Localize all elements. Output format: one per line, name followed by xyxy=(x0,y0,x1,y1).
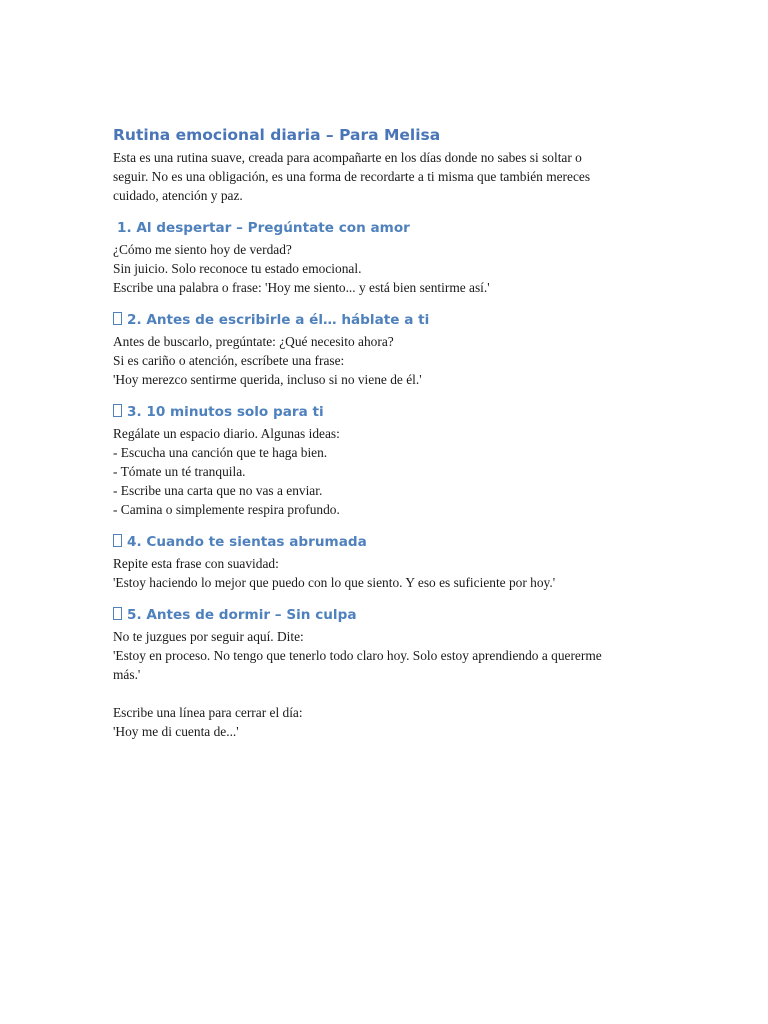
document-title: Rutina emocional diaria – Para Melisa xyxy=(113,126,441,144)
section-body xyxy=(113,424,673,519)
section-4 xyxy=(113,532,673,592)
section-line: Si es cariño o atención, escríbete una frase: xyxy=(113,353,345,368)
missing-glyph-icon xyxy=(113,312,122,325)
section-line: 'Estoy haciendo lo mejor que puedo con lo que siento. Y eso es suficiente por hoy.' xyxy=(113,575,556,590)
section-line: - Tómate un té tranquila. xyxy=(113,464,246,479)
section-line: Escribe una palabra o frase: 'Hoy me siento... y está bien sentirme así.' xyxy=(113,280,490,295)
section-body xyxy=(113,240,673,297)
section-heading xyxy=(113,310,673,330)
section-heading xyxy=(113,402,673,422)
section-line: - Escucha una canción que te haga bien. xyxy=(113,445,328,460)
section-heading xyxy=(113,218,673,238)
section-body xyxy=(113,332,673,389)
intro-line: Esta es una rutina suave, creada para acompañarte en los días donde no sabes si soltar o xyxy=(113,150,582,165)
missing-glyph-icon xyxy=(113,534,122,547)
section-body xyxy=(113,554,673,592)
missing-glyph-icon xyxy=(113,404,122,417)
section-line: Escribe una línea para cerrar el día: xyxy=(113,705,303,720)
section-line: Sin juicio. Solo reconoce tu estado emocional. xyxy=(113,261,362,276)
section-heading xyxy=(113,605,673,625)
section-line: 'Hoy me di cuenta de...' xyxy=(113,724,239,739)
section-line: ¿Cómo me siento hoy de verdad? xyxy=(113,242,292,257)
section-2 xyxy=(113,310,673,389)
intro-line: cuidado, atención y paz. xyxy=(113,188,243,203)
section-line: - Camina o simplemente respira profundo. xyxy=(113,502,340,517)
section-line: No te juzgues por seguir aquí. Dite: xyxy=(113,629,304,644)
section-body xyxy=(113,627,673,741)
section-line: Regálate un espacio diario. Algunas ideas: xyxy=(113,426,340,441)
section-line: 'Estoy en proceso. No tengo que tenerlo todo claro hoy. Solo estoy aprendiendo a quererme xyxy=(113,648,602,663)
section-heading-text: 3. 10 minutos solo para ti xyxy=(127,404,324,420)
section-1 xyxy=(113,218,673,297)
blank-line xyxy=(113,684,673,703)
section-heading-text: 5. Antes de dormir – Sin culpa xyxy=(127,607,357,623)
section-line: Antes de buscarlo, pregúntate: ¿Qué necesito ahora? xyxy=(113,334,394,349)
section-3 xyxy=(113,402,673,519)
section-line: Repite esta frase con suavidad: xyxy=(113,556,279,571)
section-heading xyxy=(113,532,673,552)
section-heading-text: 2. Antes de escribirle a él… háblate a ti xyxy=(127,312,430,328)
section-heading-text: 1. Al despertar – Pregúntate con amor xyxy=(117,220,410,236)
section-heading-text: 4. Cuando te sientas abrumada xyxy=(127,534,367,550)
section-line: más.' xyxy=(113,667,141,682)
intro-line: seguir. No es una obligación, es una forma de recordarte a ti misma que también mereces xyxy=(113,169,591,184)
section-5 xyxy=(113,605,673,741)
section-line: - Escribe una carta que no vas a enviar. xyxy=(113,483,323,498)
missing-glyph-icon xyxy=(113,607,122,620)
document-content xyxy=(113,124,673,741)
intro-paragraph xyxy=(113,148,673,205)
section-line: 'Hoy merezco sentirme querida, incluso si no viene de él.' xyxy=(113,372,422,387)
